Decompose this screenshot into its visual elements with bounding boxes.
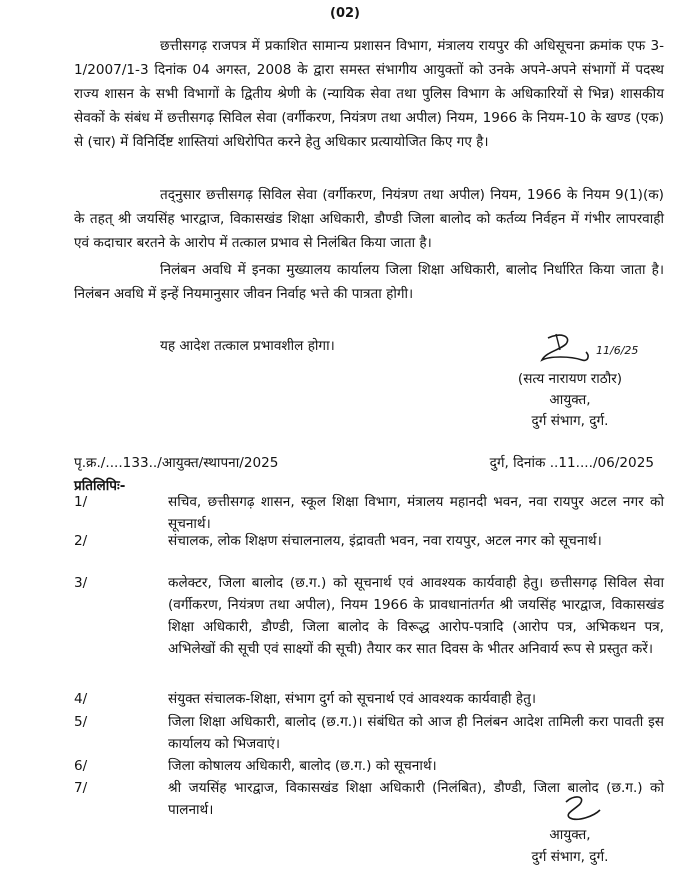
copy-to-number: 5/: [74, 714, 88, 730]
copy-to-text: श्री जयसिंह भारद्वाज, विकासखंड शिक्षा अधिकारी (निलंबित), डौण्डी, जिला बालोद (छ.ग.) को पालनार्थ।: [168, 780, 664, 818]
paragraph-notification: छत्तीसगढ़ राजपत्र में प्रकाशित सामान्य प्रशासन विभाग, मंत्रालय रायपुर की अधिसूचना क्रमांक एफ 3-1/2007/1-3 दिनांक 04 अगस्त, 2008 के द्वारा समस्त संभागीय आयुक्तों को उनके अपने-अपने संभागों में पदस्थ राज्य शासन के सभी विभागों के द्वितीय श्रेणी के (न्यायिक सेवा तथा पुलिस विभाग के अधिकारियों से भिन्न) शासकीय सेवकों के संबंध में छत्तीसगढ़ सिविल सेवा (वर्गीकरण, नियंत्रण तथा अपील) नियम, 1966 के नियम-10 के खण्ड (एक) से (चार) में विनिर्दिष्ट शास्तियां अधिरोपित करने हेतु अधिकार प्रत्यायोजित किए गए है।: [74, 38, 664, 150]
signatory-designation-2: आयुक्त,: [549, 827, 591, 843]
copy-to-number: 7/: [74, 780, 88, 796]
paragraph-headquarters: निलंबन अवधि में इनका मुख्यालय कार्यालय जिला शिक्षा अधिकारी, बालोद निर्धारित किया जाता है। निलंबन अवधि में इन्हें नियमानुसार जीवन निर्वाह भत्ते की पात्रता होगी।: [74, 262, 664, 302]
reference-number: पृ.क्र./....133../आयुक्त/स्थापना/2025: [74, 455, 279, 471]
signatory-designation: आयुक्त,: [549, 392, 591, 408]
signature-date: 11/6/25: [596, 344, 639, 357]
copy-to-text: जिला शिक्षा अधिकारी, बालोद (छ.ग.)। संबंधित को आज ही निलंबन आदेश तामिली करा पावती इस कार्यालय को भिजवाएं।: [168, 714, 664, 752]
paragraph-suspension: तद्नुसार छत्तीसगढ़ सिविल सेवा (वर्गीकरण, नियंत्रण तथा अपील) नियम, 1966 के नियम 9(1)(क) के तहत् श्री जयसिंह भारद्वाज, विकासखंड शिक्षा अधिकारी, डौण्डी जिला बालोद को कर्तव्य निर्वहन में गंभीर लापरवाही एवं कदाचार बरतने के आरोप में तत्काल प्रभाव से निलंबित किया जाता है।: [74, 187, 664, 251]
copy-to-title: प्रतिलिपिः-: [74, 478, 126, 494]
copy-to-text: संयुक्त संचालक-शिक्षा, संभाग दुर्ग को सूचनार्थ एवं आवश्यक कार्यवाही हेतु।: [168, 691, 536, 707]
signatory-office-2: दुर्ग संभाग, दुर्ग.: [531, 849, 609, 865]
copy-to-number: 2/: [74, 533, 88, 549]
initials-scrawl: [556, 792, 616, 826]
signatory-office: दुर्ग संभाग, दुर्ग.: [531, 413, 609, 429]
reference-line: [74, 452, 654, 471]
signatory-block-2: [490, 824, 650, 868]
copy-to-text: सचिव, छत्तीसगढ़ शासन, स्कूल शिक्षा विभाग, मंत्रालय महानदी भवन, नवा रायपुर अटल नगर को सूचनार्थ।: [168, 494, 664, 532]
copy-to-item: [74, 530, 664, 552]
copy-to-number: 1/: [74, 494, 88, 510]
copy-to-item: [74, 755, 664, 777]
copy-to-number: 4/: [74, 691, 88, 707]
copy-to-number: 3/: [74, 575, 88, 591]
signatory-block: [470, 369, 670, 432]
copy-to-text: संचालक, लोक शिक्षण संचालनालय, इंद्रावती भवन, नवा रायपुर, अटल नगर को सूचनार्थ।: [168, 533, 602, 549]
reference-date: दुर्ग, दिनांक ..11..../06/2025: [489, 455, 654, 471]
copy-to-item: [74, 491, 664, 535]
copy-to-text: कलेक्टर, जिला बालोद (छ.ग.) को सूचनार्थ एवं आवश्यक कार्यवाही हेतु। छत्तीसगढ़ सिविल सेवा (वर्गीकरण, नियंत्रण तथा अपील), नियम 1966 के प्रावधानांतर्गत श्री जयसिंह भारद्वाज, विकासखंड शिक्षा अधिकारी, डौण्डी, जिला बालोद के विरूद्ध आरोप-पत्रादि (आरोप पत्र, अभिकथन पत्र, अभिलेखों की सूची एवं साक्ष्यों की सूची) तैयार कर सात दिवस के भीतर अनिवार्य रूप से प्रस्तुत करें।: [168, 575, 664, 657]
copy-to-number: 6/: [74, 758, 88, 774]
copy-to-item: [74, 688, 664, 710]
copy-to-text: जिला कोषालय अधिकारी, बालोद (छ.ग.) को सूचनार्थ।: [168, 758, 437, 774]
copy-to-item: [74, 711, 664, 755]
page-number: (02): [330, 6, 360, 21]
copy-to-item: [74, 572, 664, 660]
paragraph-effective: यह आदेश तत्काल प्रभावशील होगा।: [160, 338, 335, 354]
signatory-name: (सत्य नारायण राठौर): [517, 371, 623, 387]
